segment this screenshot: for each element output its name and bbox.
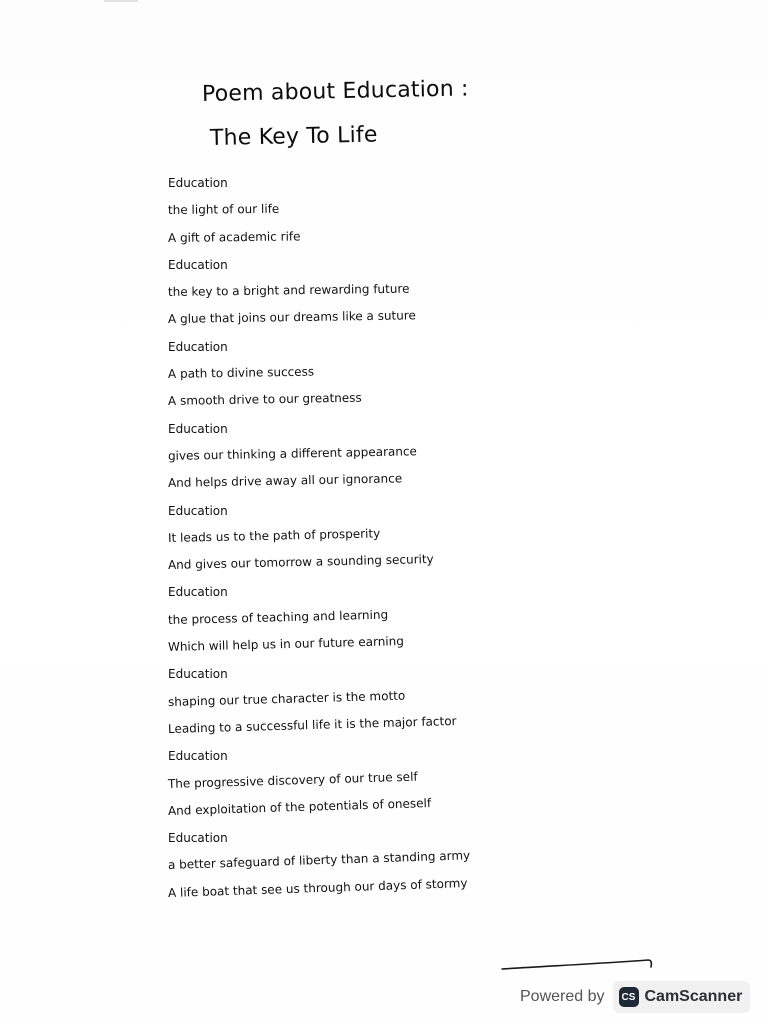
poem-title: Poem about Education : — [201, 76, 469, 107]
poem-line: Education — [168, 667, 228, 682]
poem-line: The progressive discovery of our true self — [167, 769, 418, 791]
poem-line: Education — [168, 339, 228, 354]
poem-line: And gives our tomorrow a sounding security — [167, 552, 434, 573]
poem-line: And exploitation of the potentials of oneself — [167, 795, 432, 818]
poem-line: gives our thinking a different appearance — [167, 444, 417, 463]
poem-line: Education — [168, 585, 228, 600]
poem-subtitle: The Key To Life — [209, 122, 378, 151]
poem-line: It leads us to the path of prosperity — [167, 526, 381, 545]
poem-line: And helps drive away all our ignorance — [167, 471, 403, 491]
poem-line: Education — [168, 503, 228, 518]
poem-line: Education — [168, 421, 228, 436]
poem-line: Education — [168, 831, 228, 846]
poem-line: A smooth drive to our greatness — [167, 390, 362, 409]
poem-line: Education — [168, 257, 228, 272]
poem-line: the key to a bright and rewarding future — [167, 281, 410, 300]
poem-line: Which will help us in our future earning — [167, 634, 405, 655]
poem-line: A life boat that see us through our days of stormy — [167, 875, 468, 900]
camscanner-watermark — [512, 981, 758, 1013]
camscanner-badge — [613, 981, 751, 1013]
poem-line: A glue that joins our dreams like a suture — [167, 308, 416, 327]
poem-line: Education — [168, 176, 228, 190]
powered-by-label: Powered by — [520, 988, 605, 1005]
camscanner-logo-icon: CS — [619, 987, 639, 1007]
poem-line: A path to divine success — [167, 364, 315, 382]
camscanner-brand-name: CamScanner — [644, 988, 743, 1005]
pen-stroke-mark — [500, 955, 660, 975]
poem-line: the process of teaching and learning — [167, 607, 389, 627]
poem-line: Leading to a successful life it is the major factor — [167, 713, 457, 736]
poem-line: A gift of academic rife — [167, 228, 301, 245]
poem-body — [168, 170, 508, 907]
poem-line: shaping our true character is the motto — [167, 688, 406, 709]
poem-line: a better safeguard of liberty than a standing army — [167, 848, 471, 873]
poem-line: Education — [168, 749, 228, 764]
poem-line: the light of our life — [167, 202, 280, 218]
scan-edge-mark — [104, 0, 138, 2]
